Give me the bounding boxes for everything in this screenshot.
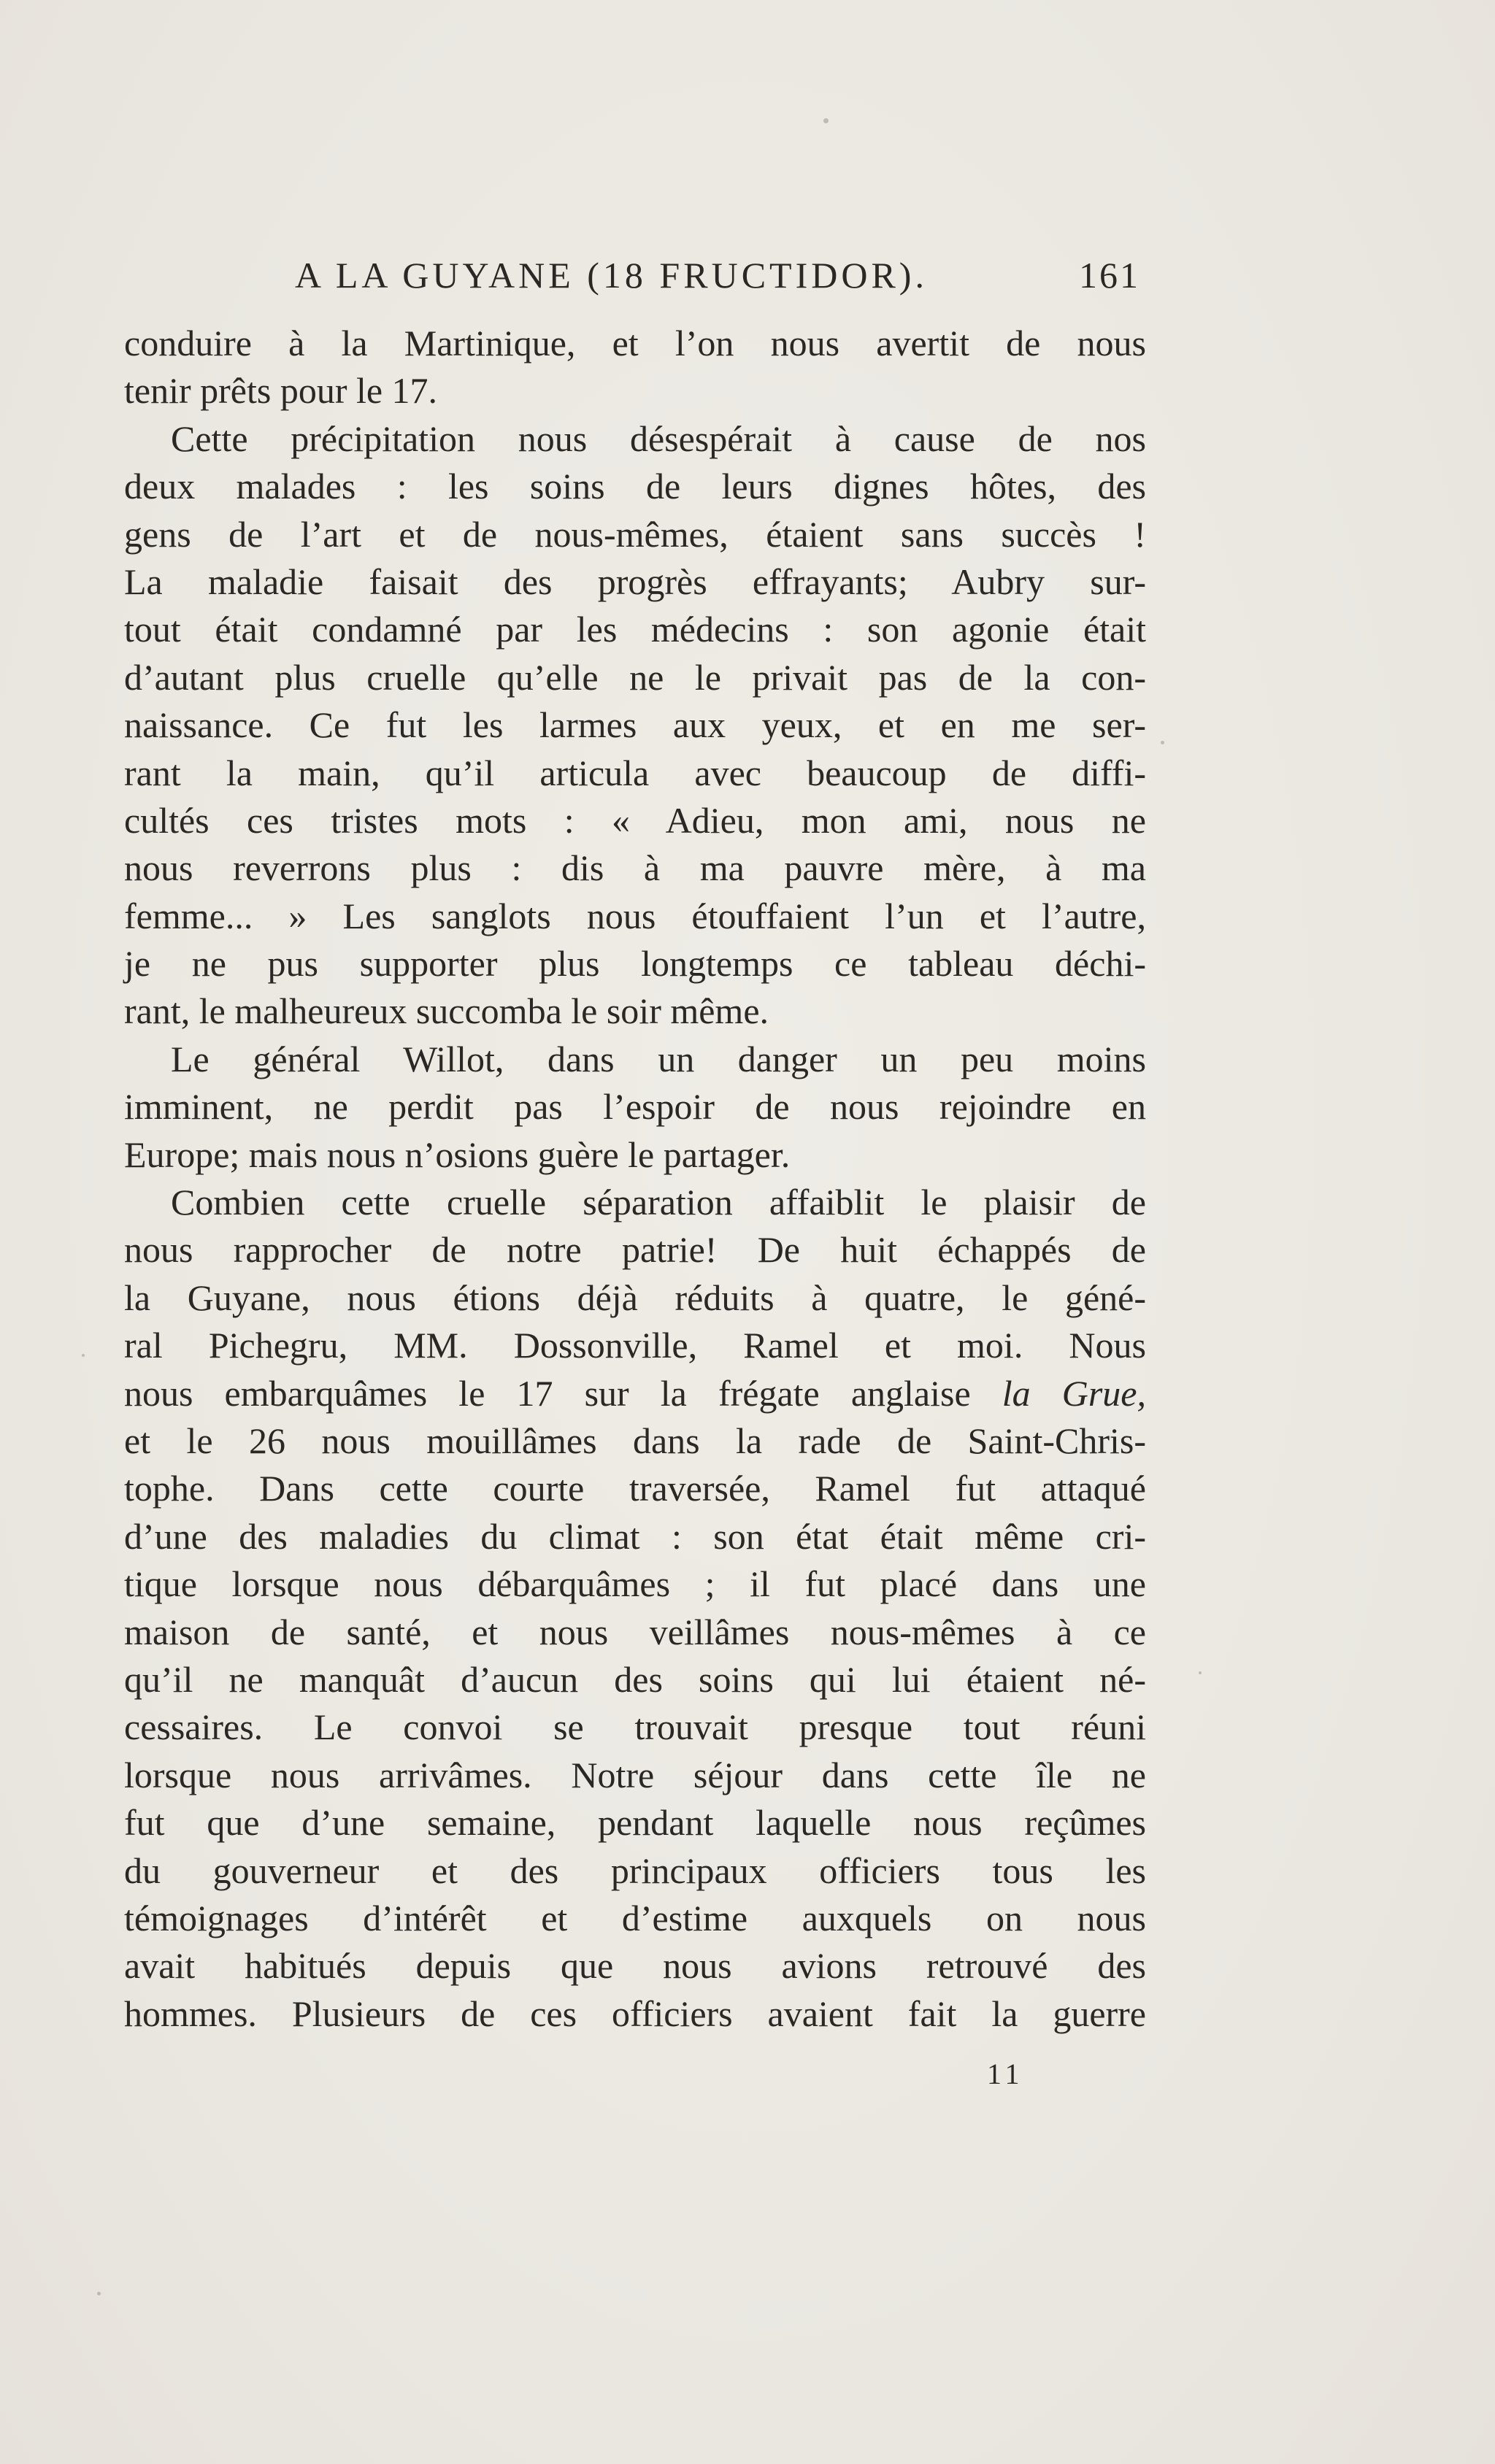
paragraph-start-line: Le général Willot, dans un danger un peu moins xyxy=(171,1038,1146,1079)
body-text xyxy=(124,320,1146,2038)
text-line: tenir prêts pour le 17. xyxy=(124,370,438,412)
text-line: d’une des maladies du climat : son état était même cri- xyxy=(124,1515,1146,1557)
text-line: hommes. Plusieurs de ces officiers avaient fait la guerre xyxy=(124,1993,1146,2034)
text-line: tophe. Dans cette courte traversée, Ramel fut attaqué xyxy=(124,1468,1146,1509)
text-line: ral Pichegru, MM. Dossonville, Ramel et moi. Nous xyxy=(124,1325,1146,1366)
paper-speck xyxy=(1199,1671,1202,1674)
text-line: imminent, ne perdit pas l’espoir de nous rejoindre en xyxy=(124,1086,1146,1128)
text-line: tique lorsque nous débarquâmes ; il fut placé dans une xyxy=(124,1563,1146,1605)
text-line: nous rapprocher de notre patrie! De huit échappés de xyxy=(124,1229,1146,1271)
page-number: 161 xyxy=(1079,255,1140,296)
text-line: je ne pus supporter plus longtemps ce tableau déchi- xyxy=(124,943,1146,985)
paper-speck xyxy=(823,118,829,123)
ship-name: la Grue, xyxy=(1002,1372,1146,1414)
text-line: témoignages d’intérêt et d’estime auxquels on nous xyxy=(124,1897,1146,1939)
paragraph-start-line: Combien cette cruelle séparation affaiblit le plaisir de xyxy=(171,1182,1146,1223)
text-line: tout était condamné par les médecins : son agonie était xyxy=(124,609,1146,650)
running-title: A LA GUYANE (18 FRUCTIDOR). xyxy=(295,255,928,296)
text-line: rant, le malheureux succomba le soir même. xyxy=(124,990,769,1032)
signature-mark: 11 xyxy=(987,2057,1024,2090)
text-line: d’autant plus cruelle qu’elle ne le privait pas de la con- xyxy=(124,656,1146,698)
text-line-with-ship-name xyxy=(124,1370,1146,1417)
text-line: La maladie faisait des progrès effrayants; Aubry sur- xyxy=(124,561,1146,602)
paper-speck xyxy=(1161,741,1164,744)
text-line: gens de l’art et de nous-mêmes, étaient sans succès ! xyxy=(124,513,1146,555)
paper-speck xyxy=(97,2292,101,2295)
text-line: cessaires. Le convoi se trouvait presque tout réuni xyxy=(124,1706,1146,1748)
text-line: maison de santé, et nous veillâmes nous-mêmes à ce xyxy=(124,1611,1146,1652)
text-line: naissance. Ce fut les larmes aux yeux, et en me ser- xyxy=(124,704,1146,746)
paper-speck xyxy=(82,1354,85,1357)
running-head xyxy=(295,250,1140,301)
text-line: conduire à la Martinique, et l’on nous avertit de nous xyxy=(124,323,1146,363)
text-line: Europe; mais nous n’osions guère le partager. xyxy=(124,1133,791,1175)
text-line: rant la main, qu’il articula avec beaucoup de diffi- xyxy=(124,752,1146,793)
text-line: qu’il ne manquât d’aucun des soins qui lui étaient né- xyxy=(124,1658,1146,1700)
text-line: nous reverrons plus : dis à ma pauvre mère, à ma xyxy=(124,847,1146,889)
text-line: fut que d’une semaine, pendant laquelle nous reçûmes xyxy=(124,1802,1146,1844)
text-line: la Guyane, nous étions déjà réduits à quatre, le géné- xyxy=(124,1277,1146,1318)
text-line: du gouverneur et des principaux officiers tous les xyxy=(124,1849,1146,1891)
text-line: femme... » Les sanglots nous étouffaient l’un et l’autre, xyxy=(124,895,1146,936)
text-line: lorsque nous arrivâmes. Notre séjour dans cette île ne xyxy=(124,1754,1146,1795)
text-line: avait habitués depuis que nous avions retrouvé des xyxy=(124,1945,1146,1987)
paragraph-start-line: Cette précipitation nous désespérait à cause de nos xyxy=(171,417,1146,459)
text-line: et le 26 nous mouillâmes dans la rade de Saint-Chris- xyxy=(124,1420,1146,1461)
text-line: cultés ces tristes mots : « Adieu, mon ami, nous ne xyxy=(124,799,1146,841)
text-line: deux malades : les soins de leurs dignes hôtes, des xyxy=(124,466,1146,507)
text-line-part: nous embarquâmes le 17 sur la frégate anglaise xyxy=(124,1372,1002,1414)
